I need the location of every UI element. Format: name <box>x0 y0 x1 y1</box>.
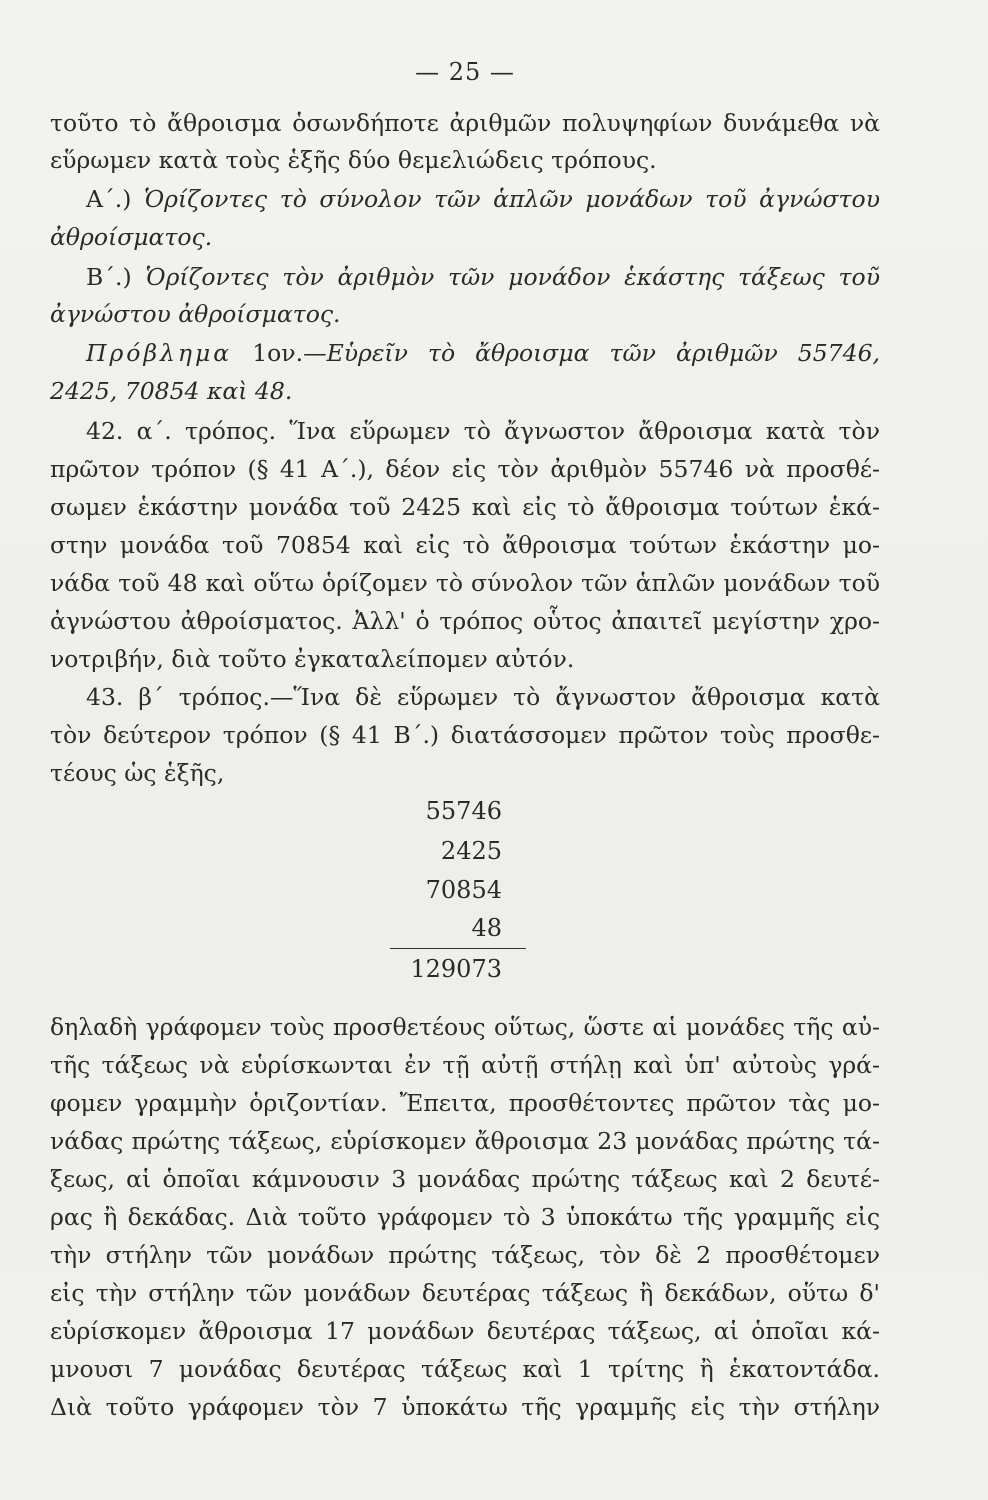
text-line: εὑρίσκομεν ἄθροισμα 17 μονάδων δευτέρας τάξεως, αἱ ὁποῖαι κά- <box>50 1317 880 1345</box>
sum-rule <box>390 948 526 949</box>
text-line: ξεως, αἱ ὁποῖαι κάμνουσιν 3 μονάδας πρώτης τάξεως καὶ 2 δευτέ- <box>50 1165 880 1193</box>
method-a-label: Α΄.) <box>86 185 132 213</box>
text-line: μνουσι 7 μονάδας δευτέρας τάξεως καὶ 1 τρίτης ἢ ἑκατοντάδα. <box>50 1355 880 1383</box>
text-line: εἰς τὴν στήλην τῶν μονάδων δευτέρας τάξεως ἢ δεκάδων, οὕτω δ' <box>50 1279 880 1307</box>
addend: 48 <box>471 914 502 942</box>
text-line: τὸν δεύτερον τρόπον (§ 41 Β΄.) διατάσσομεν πρῶτον τοὺς προσθε- <box>50 721 880 749</box>
text-line: τὴν στήλην τῶν μονάδων πρώτης τάξεως, τὸν δὲ 2 προσθέτομεν <box>50 1241 880 1269</box>
addend: 55746 <box>425 797 502 825</box>
text-line: τέους ὡς ἑξῆς, <box>50 759 225 787</box>
text-line: φομεν γραμμὴν ὁριζοντίαν. Ἔπειτα, προσθέτοντες πρῶτον τὰς μο- <box>50 1089 880 1117</box>
method-a-cont: ἀθροίσματος. <box>50 223 213 251</box>
text-line: στην μονάδα τοῦ 70854 καὶ εἰς τὸ ἄθροισμα τούτων ἑκάστην μο- <box>50 531 880 559</box>
text-line: εὕρωμεν κατὰ τοὺς ἑξῆς δύο θεμελιώδεις τρόπους. <box>50 146 657 174</box>
text-line: δηλαδὴ γράφομεν τοὺς προσθετέους οὕτως, ὥστε αἱ μονάδες τῆς αὐ- <box>50 1013 880 1041</box>
section-42-heading: 42. α΄. τρόπος. Ἵνα εὕρωμεν τὸ ἄγνωστον ἄθροισμα κατὰ τὸν <box>86 417 880 445</box>
method-b-line <box>86 262 880 292</box>
method-a-line <box>86 184 880 214</box>
text-line: τοῦτο τὸ ἄθροισμα ὁσωνδήποτε ἀριθμῶν πολυψηφίων δυνάμεθα νὰ <box>50 109 880 137</box>
section-43-heading: 43. β΄ τρόπος.—Ἵνα δὲ εὕρωμεν τὸ ἄγνωστον ἄθροισμα κατὰ <box>86 683 880 711</box>
text-line: πρῶτον τρόπον (§ 41 Α΄.), δέον εἰς τὸν ἀριθμὸν 55746 νὰ προσθέ- <box>50 455 880 483</box>
text-line: ἀγνώστου ἀθροίσματος. Ἀλλ' ὁ τρόπος οὗτος ἀπαιτεῖ μεγίστην χρο- <box>50 607 880 635</box>
method-b-text: Ὁρίζοντες τὸν ἀριθμὸν τῶν μονάδον ἑκάστης τάξεως τοῦ <box>145 263 880 291</box>
problem-line <box>86 338 880 368</box>
text-line: Διὰ τοῦτο γράφομεν τὸν 7 ὑποκάτω τῆς γραμμῆς εἰς τὴν στήλην <box>50 1393 880 1421</box>
sum-total: 129073 <box>410 955 502 983</box>
problem-text: —Εὑρεῖν τὸ ἄθροισμα τῶν ἀριθμῶν 55746, <box>303 339 880 367</box>
addend: 70854 <box>425 876 502 904</box>
method-b-cont: ἀγνώστου ἀθροίσματος. <box>50 300 341 328</box>
addend: 2425 <box>440 837 502 865</box>
text-line: νάδα τοῦ 48 καὶ οὕτω ὁρίζομεν τὸ σύνολον τῶν ἁπλῶν μονάδων τοῦ <box>50 569 880 597</box>
text-line: σωμεν ἑκάστην μονάδα τοῦ 2425 καὶ εἰς τὸ ἄθροισμα τούτων ἑκά- <box>50 493 880 521</box>
text-line: νοτριβήν, διὰ τοῦτο ἐγκαταλείπομεν αὐτόν. <box>50 645 575 673</box>
text-line: τῆς τάξεως νὰ εὑρίσκωνται ἐν τῇ αὐτῇ στήλῃ καὶ ὑπ' αὐτοὺς γρά- <box>50 1051 880 1079</box>
problem-label: Πρόβλημα <box>86 339 233 367</box>
page-number: — 25 — <box>415 58 515 86</box>
text-line: νάδας πρώτης τάξεως, εὑρίσκομεν ἄθροισμα 23 μονάδας πρώτης τά- <box>50 1127 880 1155</box>
problem-cont: 2425, 70854 καὶ 48. <box>50 377 293 405</box>
method-a-text: Ὁρίζοντες τὸ σύνολον τῶν ἁπλῶν μονάδων τοῦ ἀγνώστου <box>143 185 880 213</box>
problem-number: 1ον. <box>252 339 304 367</box>
method-b-label: Β΄.) <box>86 263 132 291</box>
text-line: ρας ἢ δεκάδας. Διὰ τοῦτο γράφομεν τὸ 3 ὑποκάτω τῆς γραμμῆς εἰς <box>50 1203 880 1231</box>
